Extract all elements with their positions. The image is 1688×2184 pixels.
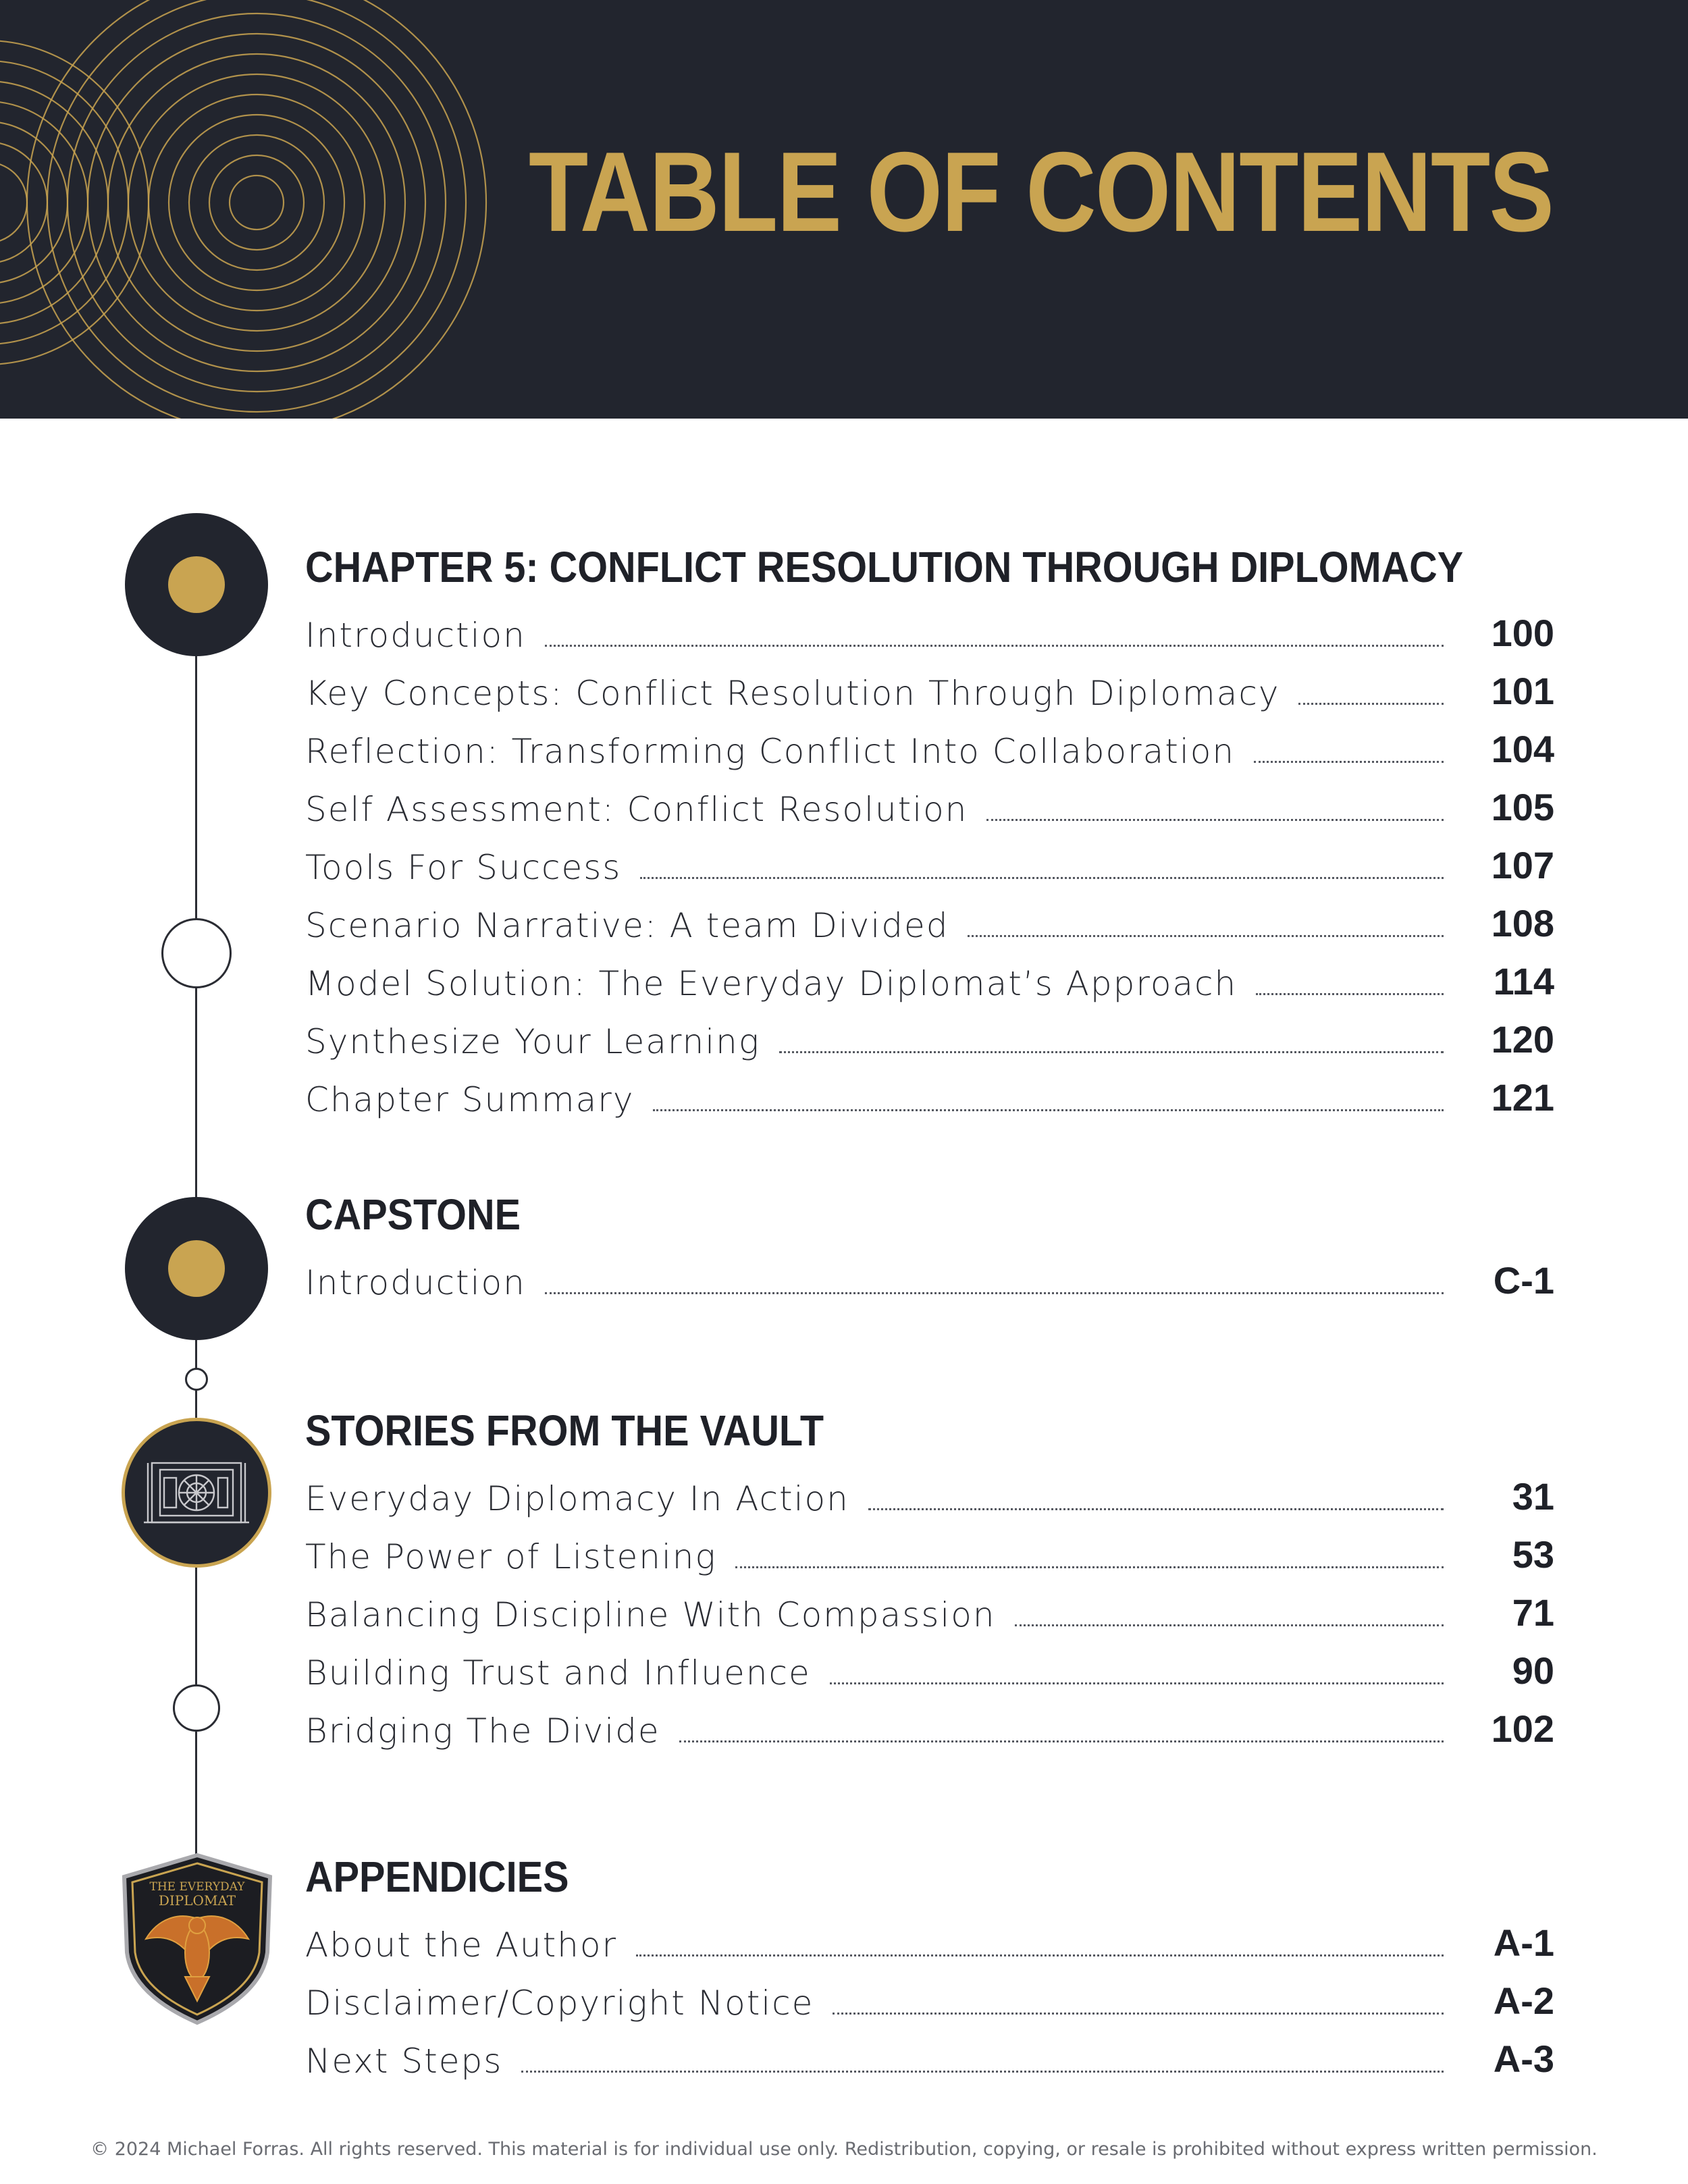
toc-entry-label: Chapter Summary — [305, 1080, 635, 1119]
dotted-leader — [636, 1954, 1444, 1956]
toc-entry-page-number: 105 — [1491, 786, 1554, 828]
section-title: STORIES FROM THE VAULT — [305, 1406, 824, 1455]
toc-entry[interactable] — [305, 2029, 1554, 2087]
toc-entry[interactable] — [305, 952, 1554, 1010]
section-chapter-5 — [305, 545, 1554, 1126]
logo-text-main: DIPLOMAT — [158, 1892, 236, 1909]
toc-entry-page-number: 107 — [1491, 844, 1554, 886]
toc-entry[interactable] — [305, 1641, 1554, 1699]
toc-entry-page-number: A-2 — [1493, 1979, 1554, 2022]
toc-entry-page-number: A-3 — [1493, 2037, 1554, 2080]
gold-dot-icon — [168, 556, 225, 613]
toc-entry-page-number: 71 — [1512, 1591, 1554, 1634]
section-title: CAPSTONE — [305, 1190, 521, 1239]
dotted-leader — [830, 1682, 1444, 1684]
dotted-leader — [640, 876, 1444, 879]
toc-entry-label: Model Solution: The Everyday Diplomat’s Approach — [305, 964, 1238, 1003]
toc-entry-page-number: 120 — [1491, 1018, 1554, 1061]
toc-entry[interactable] — [305, 604, 1554, 662]
concentric-arcs-decoration — [0, 0, 513, 419]
toc-entry[interactable] — [305, 662, 1554, 720]
toc-entry[interactable] — [305, 836, 1554, 894]
toc-entry-page-number: 114 — [1493, 960, 1554, 1003]
timeline-node-chapter5 — [125, 513, 268, 656]
dotted-leader — [868, 1508, 1444, 1510]
toc-entry-label: Key Concepts: Conflict Resolution Through Diplomacy — [305, 674, 1280, 713]
dotted-leader — [545, 644, 1444, 647]
vault-door-icon — [122, 1418, 271, 1568]
toc-entry-page-number: 53 — [1512, 1533, 1554, 1576]
toc-entry-label: Scenario Narrative: A team Divided — [305, 906, 949, 945]
toc-entry[interactable] — [305, 720, 1554, 778]
dotted-leader — [1298, 702, 1444, 705]
dotted-leader — [653, 1109, 1444, 1111]
toc-entry-page-number: A-1 — [1493, 1921, 1554, 1964]
section-title: CHAPTER 5: CONFLICT RESOLUTION THROUGH DIPLOMACY — [305, 543, 1464, 591]
toc-entry-page-number: 121 — [1491, 1076, 1554, 1119]
timeline-node-small — [185, 1368, 208, 1391]
entry-list — [305, 1251, 1554, 1309]
toc-entry-label: Introduction — [305, 616, 526, 655]
toc-entry-label: The Power of Listening — [305, 1537, 717, 1576]
everyday-diplomat-shield-logo — [117, 1851, 277, 2027]
toc-entry-page-number: C-1 — [1493, 1259, 1554, 1302]
toc-entry-label: About the Author — [305, 1925, 618, 1965]
section-appendicies — [305, 1855, 1554, 2087]
toc-entry[interactable] — [305, 1068, 1554, 1126]
section-title: APPENDICIES — [305, 1853, 569, 1901]
toc-entry-label: Reflection: Transforming Conflict Into Collaboration — [305, 732, 1236, 771]
timeline-node-capstone — [125, 1197, 268, 1340]
section-capstone — [305, 1190, 1554, 1309]
toc-entry[interactable] — [305, 1010, 1554, 1068]
toc-entry-label: Balancing Discipline With Compassion — [305, 1595, 996, 1634]
toc-entry-label: Self Assessment: Conflict Resolution — [305, 790, 968, 829]
dotted-leader — [986, 818, 1444, 821]
toc-entry-page-number: 101 — [1491, 670, 1554, 712]
toc-entry-label: Bridging The Divide — [305, 1711, 660, 1751]
timeline-node-hollow — [161, 918, 232, 988]
dotted-leader — [735, 1566, 1444, 1568]
toc-entry[interactable] — [305, 1971, 1554, 2029]
toc-entry[interactable] — [305, 1467, 1554, 1525]
toc-entry-page-number: 102 — [1491, 1707, 1554, 1750]
toc-entry[interactable] — [305, 1699, 1554, 1757]
toc-entry-page-number: 104 — [1491, 728, 1554, 770]
toc-entry-label: Introduction — [305, 1263, 526, 1302]
toc-entry-page-number: 108 — [1491, 902, 1554, 944]
section-stories-from-the-vault — [305, 1406, 1554, 1757]
dotted-leader — [833, 2012, 1444, 2015]
entry-list — [305, 1913, 1554, 2087]
toc-entry-page-number: 90 — [1512, 1649, 1554, 1692]
dotted-leader — [545, 1291, 1444, 1294]
toc-entry[interactable] — [305, 1251, 1554, 1309]
toc-entry-label: Synthesize Your Learning — [305, 1022, 760, 1061]
toc-entry-label: Everyday Diplomacy In Action — [305, 1479, 849, 1518]
toc-entry[interactable] — [305, 894, 1554, 952]
dotted-leader — [1015, 1624, 1444, 1626]
toc-entry-label: Tools For Success — [305, 848, 622, 887]
toc-entry-label: Disclaimer/Copyright Notice — [305, 1983, 814, 2023]
dotted-leader — [1254, 760, 1444, 763]
toc-entry-label: Next Steps — [305, 2042, 503, 2081]
copyright-footer: © 2024 Michael Forras. All rights reserved. This material is for individual use only. Redistribution, copying, or resale is prohibited without express written permission. — [90, 2139, 1598, 2160]
toc-entry[interactable] — [305, 1583, 1554, 1641]
entry-list — [305, 604, 1554, 1126]
toc-entry-label: Building Trust and Influence — [305, 1653, 811, 1693]
logo-text-top: THE EVERYDAY — [149, 1880, 245, 1894]
dotted-leader — [1256, 992, 1444, 995]
toc-entry[interactable] — [305, 778, 1554, 836]
toc-entry-page-number: 31 — [1512, 1475, 1554, 1518]
toc-entry-page-number: 100 — [1491, 612, 1554, 654]
toc-entry[interactable] — [305, 1913, 1554, 1971]
dotted-leader — [679, 1740, 1444, 1742]
gold-dot-icon — [168, 1240, 225, 1297]
page-title: TABLE OF CONTENTS — [528, 128, 1553, 255]
timeline-node-hollow — [173, 1684, 220, 1732]
dotted-leader — [968, 934, 1444, 937]
dotted-leader — [779, 1050, 1444, 1053]
header-band — [0, 0, 1688, 419]
entry-list — [305, 1467, 1554, 1757]
toc-entry[interactable] — [305, 1525, 1554, 1583]
dotted-leader — [521, 2070, 1444, 2073]
